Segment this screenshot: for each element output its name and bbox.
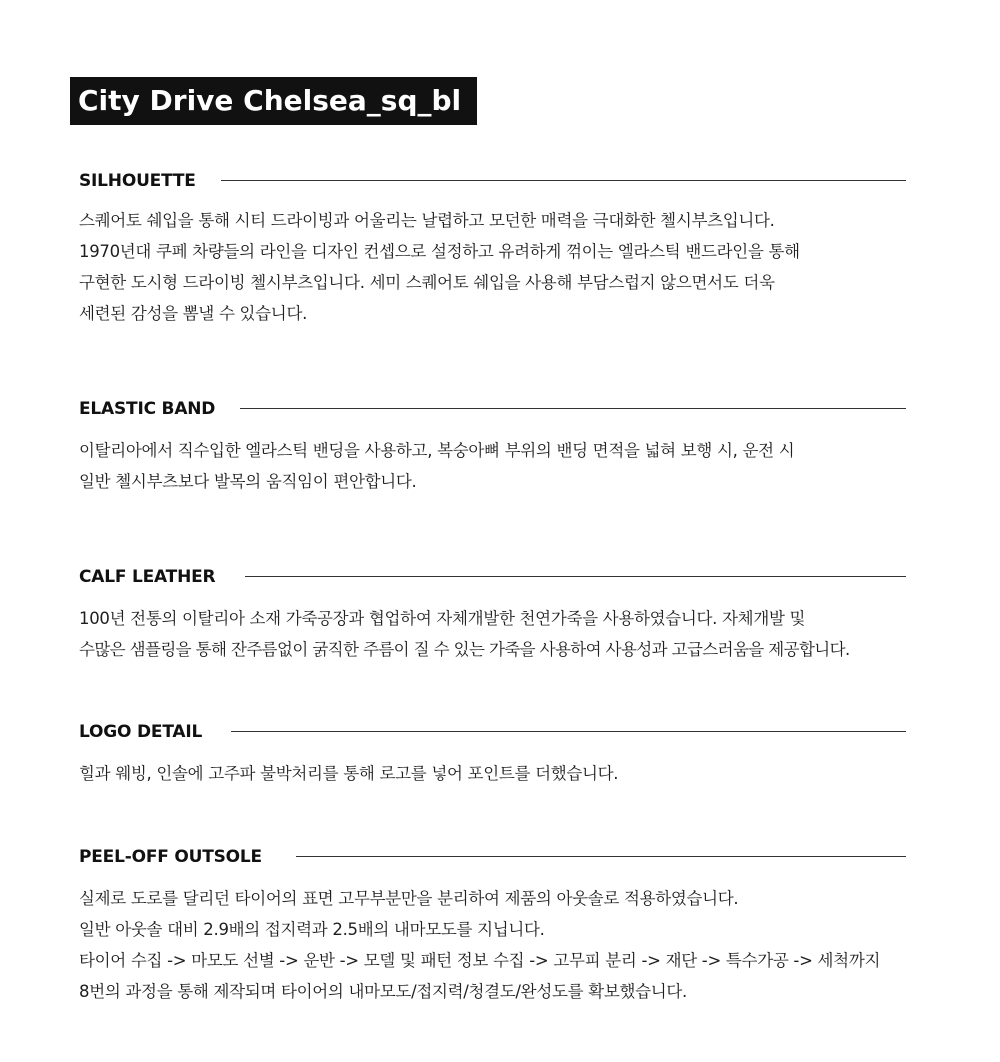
section-body bbox=[79, 603, 850, 665]
section-heading-row bbox=[79, 720, 959, 744]
section-peel-off-outsole bbox=[79, 845, 959, 1001]
heading-divider bbox=[296, 856, 906, 857]
heading-divider bbox=[240, 408, 906, 409]
section-elastic-band bbox=[79, 397, 959, 491]
section-body bbox=[79, 758, 618, 789]
body-line: 일반 첼시부츠보다 발목의 움직임이 편안합니다. bbox=[79, 472, 417, 491]
body-line: 실제로 도로를 달리던 타이어의 표면 고무부분만을 분리하여 제품의 아웃솔로 적용하였습니다. bbox=[79, 889, 739, 908]
section-heading: PEEL-OFF OUTSOLE bbox=[79, 847, 262, 867]
section-body bbox=[79, 205, 800, 329]
section-heading: LOGO DETAIL bbox=[79, 722, 203, 742]
heading-divider bbox=[245, 576, 906, 577]
section-silhouette bbox=[79, 169, 959, 323]
section-logo-detail bbox=[79, 720, 959, 783]
body-line: 일반 아웃솔 대비 2.9배의 접지력과 2.5배의 내마모도를 지닙니다. bbox=[79, 920, 545, 939]
body-line: 100년 전통의 이탈리아 소재 가죽공장과 협업하여 자체개발한 천연가죽을 사용하였습니다. 자체개발 및 bbox=[79, 609, 806, 628]
section-heading: ELASTIC BAND bbox=[79, 399, 216, 419]
section-heading-row bbox=[79, 565, 959, 589]
section-body bbox=[79, 435, 794, 497]
section-heading: SILHOUETTE bbox=[79, 171, 196, 191]
section-heading-row bbox=[79, 169, 959, 193]
body-line: 스퀘어토 쉐입을 통해 시티 드라이빙과 어울리는 날렵하고 모던한 매력을 극대화한 첼시부츠입니다. bbox=[79, 211, 775, 230]
heading-divider bbox=[221, 180, 906, 181]
body-line: 힐과 웨빙, 인솔에 고주파 불박처리를 통해 로고를 넣어 포인트를 더했습니다. bbox=[79, 764, 619, 783]
page-title: City Drive Chelsea_sq_bl bbox=[70, 77, 477, 125]
body-line: 8번의 과정을 통해 제작되며 타이어의 내마모도/접지력/청결도/완성도를 확보했습니다. bbox=[79, 982, 687, 1001]
body-line: 타이어 수집 -> 마모도 선별 -> 운반 -> 모델 및 패턴 정보 수집 -> 고무피 분리 -> 재단 -> 특수가공 -> 세척까지 bbox=[79, 951, 881, 970]
section-heading: CALF LEATHER bbox=[79, 567, 216, 587]
body-line: 세련된 감성을 뽐낼 수 있습니다. bbox=[79, 304, 308, 323]
section-body bbox=[79, 883, 880, 1007]
body-line: 이탈리아에서 직수입한 엘라스틱 밴딩을 사용하고, 복숭아뼈 부위의 밴딩 면적을 넓혀 보행 시, 운전 시 bbox=[79, 441, 795, 460]
body-line: 1970년대 쿠페 차량들의 라인을 디자인 컨셉으로 설정하고 유려하게 꺾이는 엘라스틱 밴드라인을 통해 bbox=[79, 242, 800, 261]
section-heading-row bbox=[79, 397, 959, 421]
body-line: 수많은 샘플링을 통해 잔주름없이 굵직한 주름이 질 수 있는 가죽을 사용하여 사용성과 고급스러움을 제공합니다. bbox=[79, 640, 850, 659]
body-line: 구현한 도시형 드라이빙 첼시부츠입니다. 세미 스퀘어토 쉐입을 사용해 부담스럽지 않으면서도 더욱 bbox=[79, 273, 775, 292]
section-heading-row bbox=[79, 845, 959, 869]
section-calf-leather bbox=[79, 565, 959, 659]
heading-divider bbox=[231, 731, 906, 732]
